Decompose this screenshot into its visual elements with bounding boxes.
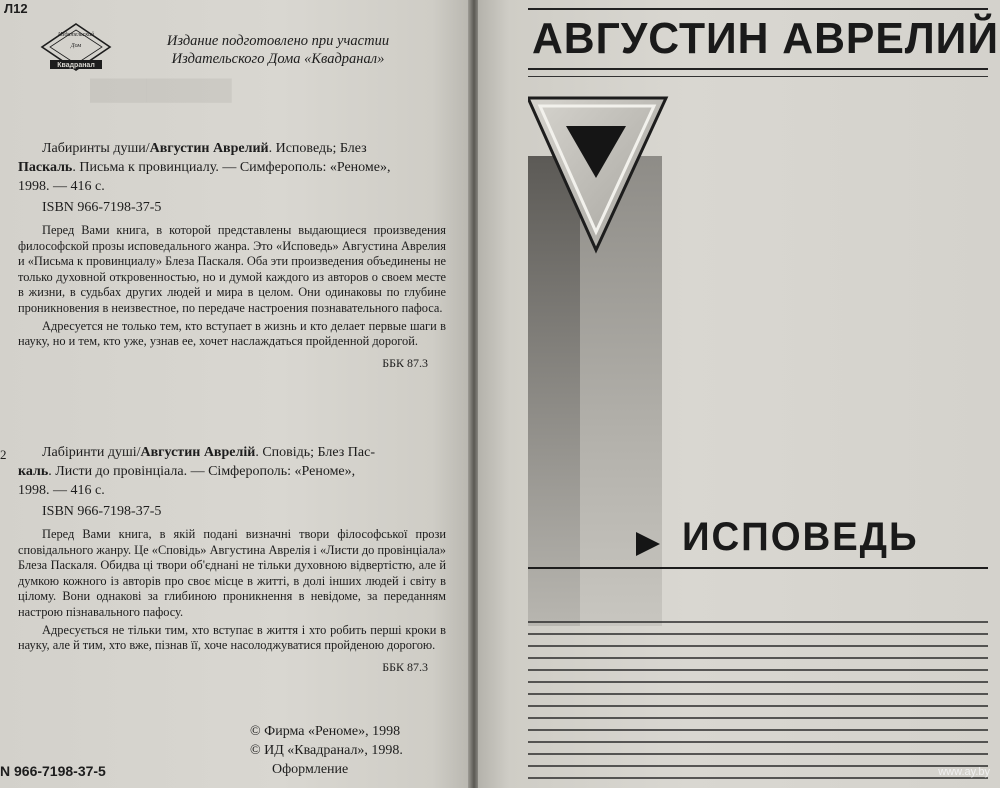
catalog-line: 1998. — 416 с. [18,483,105,498]
bbk-code: ББК 87.3 [382,659,428,674]
svg-text:Издательский: Издательский [57,32,95,38]
top-rule [528,8,988,10]
isbn: ISBN 966-7198-37-5 [42,200,162,215]
title-rule [528,567,988,569]
author-rule [528,68,988,70]
dark-strip [528,156,580,626]
catalog-card-ru [18,139,446,373]
cover-art [528,96,998,788]
catalog-line: каль. Листи до провінціала. — Сімферополь: «Реноме», [18,464,356,479]
catalog-line: Паскаль. Письма к провинциалу. — Симферополь: «Реноме», [18,160,391,175]
isbn-bottom: N 966-7198-37-5 [0,763,106,779]
copyright-block: © Фирма «Реноме», 1998 © ИД «Квадранал», 1998. Оформление [250,724,403,777]
abstract-text: Перед Вами книга, в которой представлены выдающиеся произведения философской прозы исповедального жанра. Это «Исповедь» Августина Аврелия и «Письма к провинциалу» Блеза Паскаля. Оба эти произведения объединены не только духовной откровенностью, но и думой каждого из авторов о своем месте в жизни, в судьбах других людей и мира в целом. Они одинаковы по глубине проникновения в неизвестное, по передаче настроения познавательного пафоса. [18,223,446,315]
abstract-text: Перед Вами книга, в якій подані визначні твори філософської прози сповідального жанру. Це «Сповідь» Августина Аврелія і «Листи до провінціала» Блеза Паскаля. Обидва ці твори об'єднані не тільки духовною відвертістю, але й думкою кожного із авторів про своє місце в житті, в долі інших людей і світу в цілому. Вони однакові за глибиною проникнення в невідоме, за переданням настрою пізнавального пафосу. [18,527,446,619]
svg-text:Дом: Дом [70,43,82,49]
show-through-text: ▀▀▀▀▀ [90,80,232,124]
left-page [0,0,470,788]
audience-text: Адресується не тільки тим, хто вступає в життя і хто робить перші кроки в науку, але й тим, хто вже, пізнав її, хоче насолоджуватися пройденою дорогою. [18,622,446,653]
svg-text:Квадранал: Квадранал [57,62,95,69]
bbk-code: ББК 87.3 [382,355,428,370]
isbn: ISBN 966-7198-37-5 [42,504,162,519]
catalog-line: Лабіринти душі/Августин Аврелій. Сповідь; Блез Пас- [42,445,375,460]
catalog-line: Лабиринты души/Августин Аврелий. Исповедь; Блез [42,141,367,156]
watermark: www.ay.by [938,766,990,778]
catalog-card-uk [18,443,446,677]
audience-text: Адресуется не только тем, кто вступает в жизнь и кто делает первые шаги в науку, но и тем, кто уже, узнав ее, хочет наслаждаться пройденной дорогой. [18,318,446,349]
catalog-line: 1998. — 416 с. [18,179,105,194]
publisher-note: Издание подготовлено при участии Издательского Дома «Квадранал» [166,33,390,67]
publisher-logo-icon [40,22,112,72]
author-rule-thin [528,76,988,77]
book-code: Л12 [4,1,28,16]
author-name: АВГУСТИН АВРЕЛИЙ [532,14,999,63]
book-title: ИСПОВЕДЬ [682,515,919,559]
margin-number: 2 [0,447,7,462]
stripe-lines [528,622,988,778]
right-page [478,0,1000,788]
